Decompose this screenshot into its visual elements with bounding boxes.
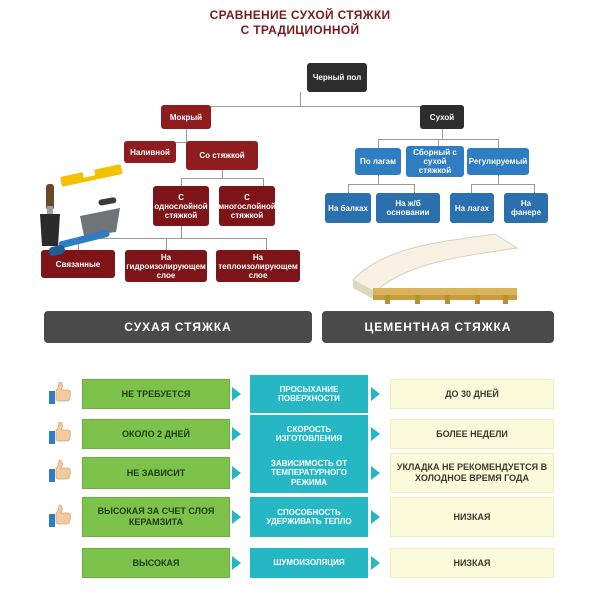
thumbs-up-icon	[46, 380, 72, 406]
banner-cement-screed: ЦЕМЕНТНАЯ СТЯЖКА	[322, 311, 554, 343]
connector	[442, 129, 443, 139]
connector	[498, 175, 499, 184]
cement-value-1: БОЛЕЕ НЕДЕЛИ	[390, 419, 554, 449]
banner-dry-screed: СУХАЯ СТЯЖКА	[44, 311, 312, 343]
criterion-4: ШУМОИЗОЛЯЦИЯ	[250, 548, 368, 578]
arrow-right-3b	[371, 510, 380, 524]
tree-node-adjustable[interactable]: Регулируемый	[467, 148, 529, 175]
tree-node-on-beams[interactable]: На балках	[325, 193, 371, 223]
page-title	[0, 8, 600, 38]
connector	[300, 92, 301, 106]
connector	[414, 184, 415, 193]
arrow-right-1b	[371, 427, 380, 441]
connector	[222, 170, 223, 178]
tree-node-bonded[interactable]: Связанные	[41, 250, 115, 278]
tree-node-thermal-layer[interactable]: На теплоизолирующем слое	[216, 250, 300, 282]
dry-value-4: ВЫСОКАЯ	[82, 548, 230, 578]
tree-node-on-plywood[interactable]: На фанере	[504, 193, 548, 223]
cement-value-4: НИЗКАЯ	[390, 548, 554, 578]
connector	[186, 106, 442, 107]
tree-node-on-concrete-base[interactable]: На ж/б основании	[376, 193, 440, 223]
floor-panel-icon	[345, 228, 525, 308]
connector	[534, 184, 535, 193]
tree-node-self-leveling[interactable]: Наливной	[124, 141, 176, 163]
arrow-right-4b	[371, 556, 380, 570]
spatula-icon	[40, 184, 60, 246]
connector	[266, 238, 267, 250]
thumbs-up-icon	[46, 503, 72, 529]
connector	[186, 129, 187, 142]
tree-node-with-screed[interactable]: Со стяжкой	[186, 141, 258, 170]
dry-value-1: ОКОЛО 2 ДНЕЙ	[82, 419, 230, 449]
tree-node-prefab-dry-screed[interactable]: Сборный с сухой стяжкой	[406, 146, 464, 177]
connector	[348, 184, 349, 193]
trowel-icon	[80, 197, 120, 236]
connector	[263, 178, 264, 186]
arrow-right-3	[232, 510, 241, 524]
tools-illustration	[36, 150, 146, 260]
connector	[181, 178, 263, 179]
tree-node-waterproofing-layer[interactable]: На гидроизолирующем слое	[125, 250, 207, 282]
tree-node-single-layer[interactable]: С однослойной стяжкой	[153, 186, 209, 226]
tree-node-dry[interactable]: Сухой	[420, 105, 464, 129]
connector	[471, 184, 472, 193]
thumbs-up-icon	[46, 458, 72, 484]
connector	[378, 175, 379, 184]
level-icon	[60, 164, 123, 187]
cement-value-2: УКЛАДКА НЕ РЕКОМЕНДУЕТСЯ В ХОЛОДНОЕ ВРЕМЯ ГОДА	[390, 453, 554, 493]
tree-node-root[interactable]: Черный пол	[307, 63, 367, 92]
tree-node-multi-layer[interactable]: С многослойной стяжкой	[219, 186, 275, 226]
connector	[471, 184, 534, 185]
dry-value-2: НЕ ЗАВИСИТ	[82, 457, 230, 489]
criterion-1: СКОРОСТЬ ИЗГОТОВЛЕНИЯ	[250, 415, 368, 453]
tree-node-on-joists[interactable]: По лагам	[355, 148, 401, 175]
tree-node-on-lags[interactable]: На лагах	[450, 193, 494, 223]
arrow-right-2b	[371, 466, 380, 480]
cement-value-0: ДО 30 ДНЕЙ	[390, 379, 554, 409]
connector	[181, 226, 182, 238]
arrow-right-4	[232, 556, 241, 570]
connector	[166, 238, 167, 250]
arrow-right-2	[232, 466, 241, 480]
dry-value-0: НЕ ТРЕБУЕТСЯ	[82, 379, 230, 409]
page-title-line2: С ТРАДИЦИОННОЙ	[240, 23, 360, 37]
criterion-0: ПРОСЫХАНИЕ ПОВЕРХНОСТИ	[250, 375, 368, 413]
arrow-right-1	[232, 427, 241, 441]
arrow-right-0b	[371, 387, 380, 401]
page-title-line1: СРАВНЕНИЕ СУХОЙ СТЯЖКИ	[209, 8, 391, 22]
criterion-3: СПОСОБНОСТЬ УДЕРЖИВАТЬ ТЕПЛО	[250, 497, 368, 537]
connector	[181, 178, 182, 186]
arrow-right-0	[232, 387, 241, 401]
tree-node-wet[interactable]: Мокрый	[161, 105, 211, 129]
dry-value-3: ВЫСОКАЯ ЗА СЧЕТ СЛОЯ КЕРАМЗИТА	[82, 497, 230, 537]
cement-value-3: НИЗКАЯ	[390, 497, 554, 537]
criterion-2: ЗАВИСИМОСТЬ ОТ ТЕМПЕРАТУРНОГО РЕЖИМА	[250, 453, 368, 493]
thumbs-up-icon	[46, 420, 72, 446]
connector	[348, 184, 414, 185]
